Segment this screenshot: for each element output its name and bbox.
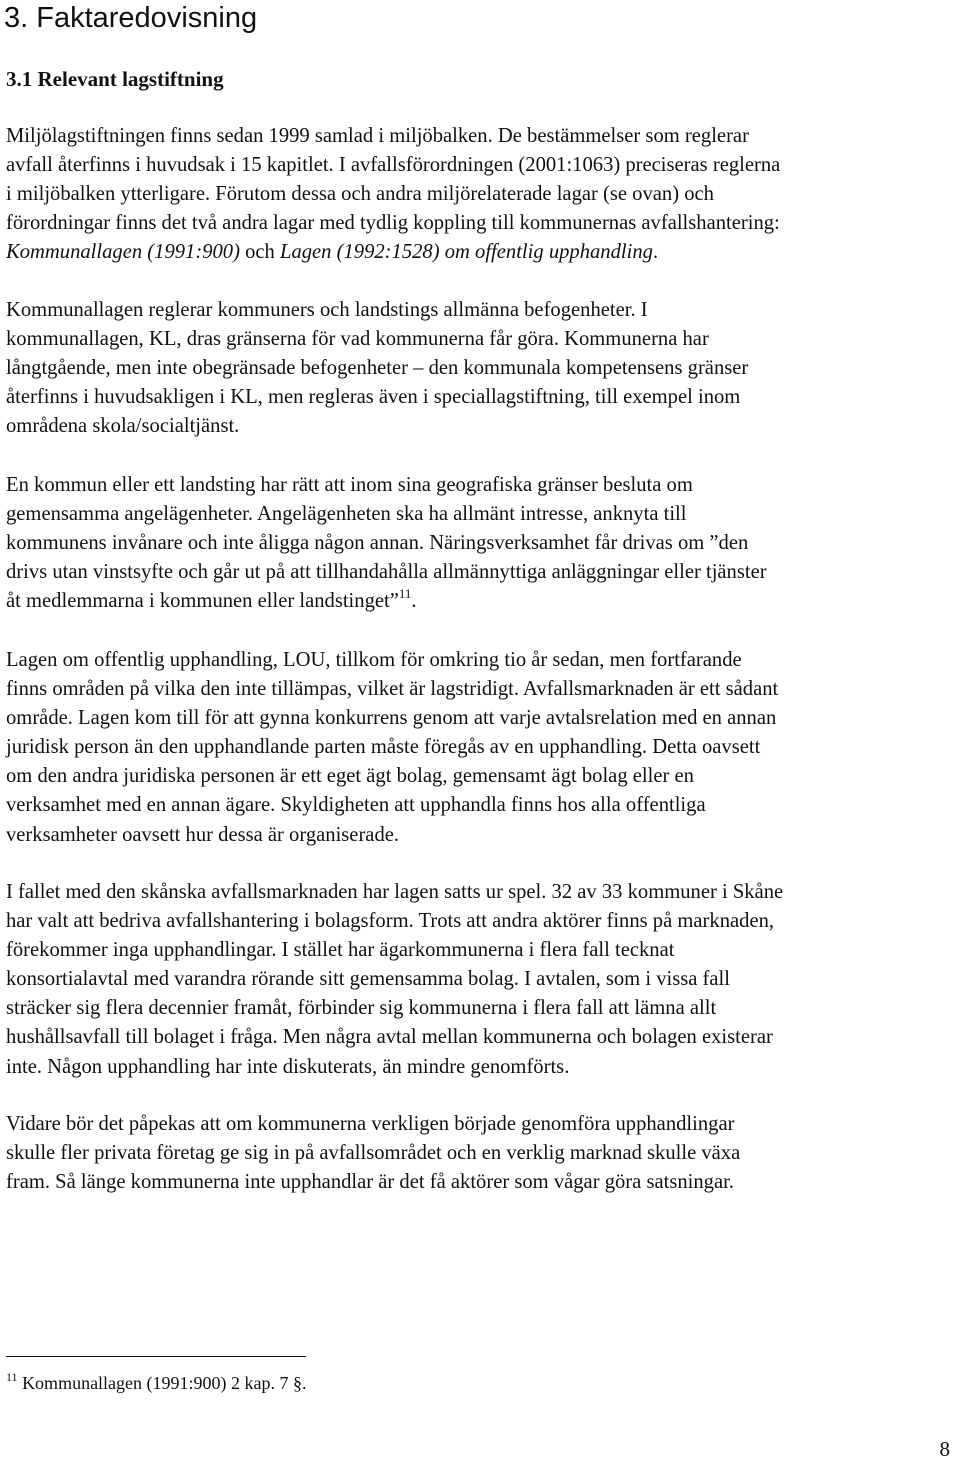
paragraph-3-last-text: åt medlemmarna i kommunen eller landstinget” bbox=[6, 590, 399, 613]
paragraph-5-line: hushållsavfall till bolaget i fråga. Men några avtal mellan kommunerna och bolagen existerar bbox=[6, 1026, 773, 1049]
paragraph-6 bbox=[6, 1110, 960, 1197]
paragraph-6-line: fram. Så länge kommunerna inte upphandlar är det få aktörer som vågar göra satsningar. bbox=[6, 1171, 734, 1194]
paragraph-1-line: avfall återfinns i huvudsak i 15 kapitlet. I avfallsförordningen (2001:1063) preciseras reglerna bbox=[6, 154, 781, 177]
paragraph-1-line: förordningar finns det två andra lagar med tydlig koppling till kommunernas avfallshantering: bbox=[6, 212, 780, 235]
footnote-number: 11 bbox=[6, 1370, 18, 1384]
footnote-reference: 11 bbox=[398, 586, 412, 602]
paragraph-2-line: återfinns i huvudsakligen i KL, men regleras även i speciallagstiftning, till exempel inom bbox=[6, 386, 741, 409]
paragraph-2-line: områdena skola/socialtjänst. bbox=[6, 415, 240, 438]
paragraph-3-line: En kommun eller ett landsting har rätt att inom sina geografiska gränser besluta om bbox=[6, 474, 693, 496]
law-title-lou: Lagen (1992:1528) om offentlig upphandling bbox=[279, 241, 653, 264]
paragraph-3-line: kommunens invånare och inte åligga någon annan. Näringsverksamhet får drivas om ”den bbox=[6, 532, 749, 555]
paragraph-3-line: drivs utan vinstsyfte och går ut på att tillhandahålla allmännyttiga anläggningar eller tjänster bbox=[6, 561, 767, 584]
paragraph-2-line: kommunallagen, KL, dras gränserna för vad kommunerna får göra. Kommunerna har bbox=[6, 328, 709, 351]
paragraph-3-line bbox=[6, 587, 960, 616]
paragraph-2-line: Kommunallagen reglerar kommuners och landstings allmänna befogenheter. I bbox=[6, 299, 648, 321]
paragraph-1 bbox=[6, 122, 960, 267]
paragraph-4-line: Lagen om offentlig upphandling, LOU, tillkom för omkring tio år sedan, men fortfarande bbox=[6, 649, 742, 671]
paragraph-3-line: gemensamma angelägenheter. Angelägenheten ska ha allmänt intresse, anknyta till bbox=[6, 503, 687, 526]
paragraph-5-line: förekommer inga upphandlingar. I stället har ägarkommunerna i flera fall tecknat bbox=[6, 939, 675, 962]
paragraph-1-line: Miljölagstiftningen finns sedan 1999 samlad i miljöbalken. De bestämmelser som reglerar bbox=[6, 125, 749, 147]
paragraph-4-line: om den andra juridiska personen är ett eget ägt bolag, gemensamt ägt bolag eller en bbox=[6, 765, 694, 788]
paragraph-2-line: långtgående, men inte obegränsade befogenheter – den kommunala kompetensens gränser bbox=[6, 357, 749, 380]
paragraph-5-line: har valt att bedriva avfallshantering i bolagsform. Trots att andra aktörer finns på marknaden, bbox=[6, 910, 775, 933]
sentence-end: . bbox=[411, 590, 417, 613]
paragraph-3 bbox=[6, 471, 960, 616]
law-title-kommunallagen: Kommunallagen (1991:900) bbox=[6, 241, 240, 264]
paragraph-5 bbox=[6, 878, 960, 1082]
paragraph-4-line: område. Lagen kom till för att gynna konkurrens genom att varje avtalsrelation med en annan bbox=[6, 707, 777, 730]
footnote-text: Kommunallagen (1991:900) 2 kap. 7 §. bbox=[17, 1373, 307, 1393]
sentence-end: . bbox=[652, 241, 659, 264]
page-number: 8 bbox=[939, 1437, 950, 1461]
section-heading: 3. Faktaredovisning bbox=[4, 2, 258, 34]
paragraph-6-line: Vidare bör det påpekas att om kommunerna verkligen började genomföra upphandlingar bbox=[6, 1113, 735, 1135]
paragraph-6-line: skulle fler privata företag ge sig in på avfallsområdet och en verklig marknad skulle växa bbox=[6, 1142, 741, 1165]
paragraph-4-line: verksamheter oavsett hur dessa är organiserade. bbox=[6, 823, 400, 846]
paragraph-1-line bbox=[6, 238, 960, 267]
paragraph-2 bbox=[6, 296, 960, 441]
footnote-separator bbox=[6, 1356, 306, 1357]
paragraph-5-line: konsortialavtal med varandra rörande sitt gemensamma bolag. I avtalen, som i vissa fall bbox=[6, 968, 730, 991]
paragraph-5-line: sträcker sig flera decennier framåt, förbinder sig kommunerna i flera fall att lämna allt bbox=[6, 997, 717, 1020]
footnote bbox=[6, 1370, 307, 1396]
connector-text: och bbox=[239, 241, 280, 264]
paragraph-1-line: i miljöbalken ytterligare. Förutom dessa och andra miljörelaterade lagar (se ovan) och bbox=[6, 183, 714, 206]
paragraph-4 bbox=[6, 646, 960, 850]
paragraph-5-line: I fallet med den skånska avfallsmarknaden har lagen satts ur spel. 32 av 33 kommuner i Skåne bbox=[6, 881, 784, 903]
subsection-heading: 3.1 Relevant lagstiftning bbox=[6, 67, 224, 91]
paragraph-4-line: juridisk person än den upphandlande parten måste föregås av en upphandling. Detta oavsett bbox=[6, 736, 761, 759]
paragraph-4-line: verksamhet med en annan ägare. Skyldigheten att upphandla finns hos alla offentliga bbox=[6, 794, 706, 817]
paragraph-5-line: inte. Någon upphandling har inte diskuterats, än mindre genomförts. bbox=[6, 1055, 570, 1078]
paragraph-4-line: finns områden på vilka den inte tillämpas, vilket är lagstridigt. Avfallsmarknaden är ett sådant bbox=[6, 678, 779, 701]
